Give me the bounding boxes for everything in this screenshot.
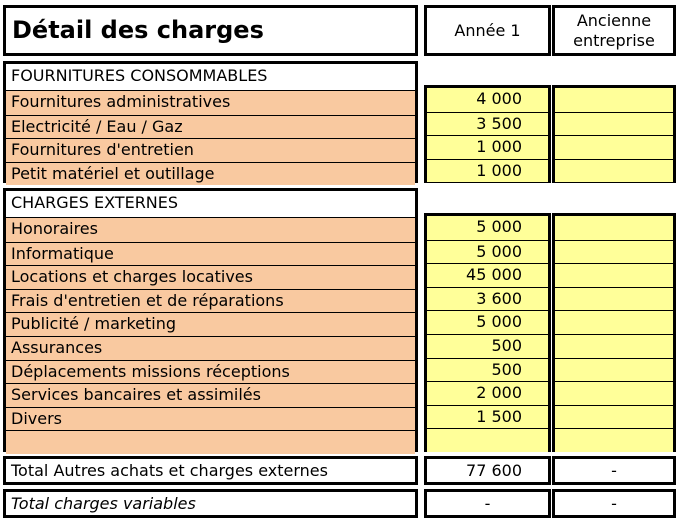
values-fournitures-year1 xyxy=(424,85,551,183)
expense-row[interactable]: Divers xyxy=(6,407,415,431)
values-charges-old xyxy=(552,213,676,452)
old-value-cell[interactable] xyxy=(555,240,673,264)
column-header-former-line2: entreprise xyxy=(573,30,655,50)
expense-row[interactable]: Informatique xyxy=(6,242,415,266)
column-header-year-1 xyxy=(424,5,551,56)
old-value-cell[interactable] xyxy=(555,358,673,382)
total-external-old[interactable]: - xyxy=(552,456,676,485)
expense-row-empty[interactable] xyxy=(6,430,415,454)
expense-row[interactable]: Services bancaires et assimilés xyxy=(6,383,415,407)
value-cell[interactable]: 500 xyxy=(427,358,548,382)
old-value-cell[interactable] xyxy=(555,381,673,405)
expense-row[interactable]: Fournitures d'entretien xyxy=(6,138,415,162)
old-value-cell[interactable] xyxy=(555,159,673,183)
value-cell[interactable]: 5 000 xyxy=(427,240,548,264)
value-cell[interactable]: 4 000 xyxy=(427,88,548,112)
expense-row[interactable]: Frais d'entretien et de réparations xyxy=(6,289,415,313)
section-title: CHARGES EXTERNES xyxy=(6,191,415,218)
column-header-year-1-label: Année 1 xyxy=(454,20,521,40)
expense-row[interactable]: Fournitures administratives xyxy=(6,91,415,115)
page-title: Détail des charges xyxy=(3,5,418,56)
old-value-cell[interactable] xyxy=(555,310,673,334)
value-cell[interactable] xyxy=(427,428,548,452)
section-charges-externes xyxy=(3,188,418,452)
expense-row[interactable]: Publicité / marketing xyxy=(6,312,415,336)
total-variable-old[interactable]: - xyxy=(552,489,676,518)
old-value-cell[interactable] xyxy=(555,112,673,136)
value-cell[interactable]: 3 600 xyxy=(427,287,548,311)
total-external-label: Total Autres achats et charges externes xyxy=(3,456,418,485)
value-cell[interactable]: 2 000 xyxy=(427,381,548,405)
expense-row[interactable]: Assurances xyxy=(6,336,415,360)
expense-row[interactable]: Locations et charges locatives xyxy=(6,265,415,289)
old-value-cell[interactable] xyxy=(555,88,673,112)
value-cell[interactable]: 5 000 xyxy=(427,310,548,334)
old-value-cell[interactable] xyxy=(555,334,673,358)
column-header-former-line1: Ancienne xyxy=(576,10,652,30)
old-value-cell[interactable] xyxy=(555,216,673,240)
old-value-cell[interactable] xyxy=(555,428,673,452)
old-value-cell[interactable] xyxy=(555,287,673,311)
total-variable-value[interactable]: - xyxy=(424,489,551,518)
value-cell[interactable]: 500 xyxy=(427,334,548,358)
value-cell[interactable]: 5 000 xyxy=(427,216,548,240)
expense-row[interactable]: Honoraires xyxy=(6,218,415,242)
value-cell[interactable]: 1 000 xyxy=(427,135,548,159)
value-cell[interactable]: 1 000 xyxy=(427,159,548,183)
expense-row[interactable]: Electricité / Eau / Gaz xyxy=(6,115,415,139)
value-cell[interactable]: 45 000 xyxy=(427,263,548,287)
values-fournitures-old xyxy=(552,85,676,183)
expense-row[interactable]: Déplacements missions réceptions xyxy=(6,360,415,384)
expense-row[interactable]: Petit matériel et outillage xyxy=(6,162,415,186)
total-external-value[interactable]: 77 600 xyxy=(424,456,551,485)
old-value-cell[interactable] xyxy=(555,263,673,287)
value-cell[interactable]: 1 500 xyxy=(427,405,548,429)
old-value-cell[interactable] xyxy=(555,135,673,159)
total-variable-label: Total charges variables xyxy=(3,489,418,518)
old-value-cell[interactable] xyxy=(555,405,673,429)
values-charges-year1 xyxy=(424,213,551,452)
section-fournitures xyxy=(3,61,418,183)
column-header-former-company xyxy=(552,5,676,56)
value-cell[interactable]: 3 500 xyxy=(427,112,548,136)
section-title: FOURNITURES CONSOMMABLES xyxy=(6,64,415,91)
